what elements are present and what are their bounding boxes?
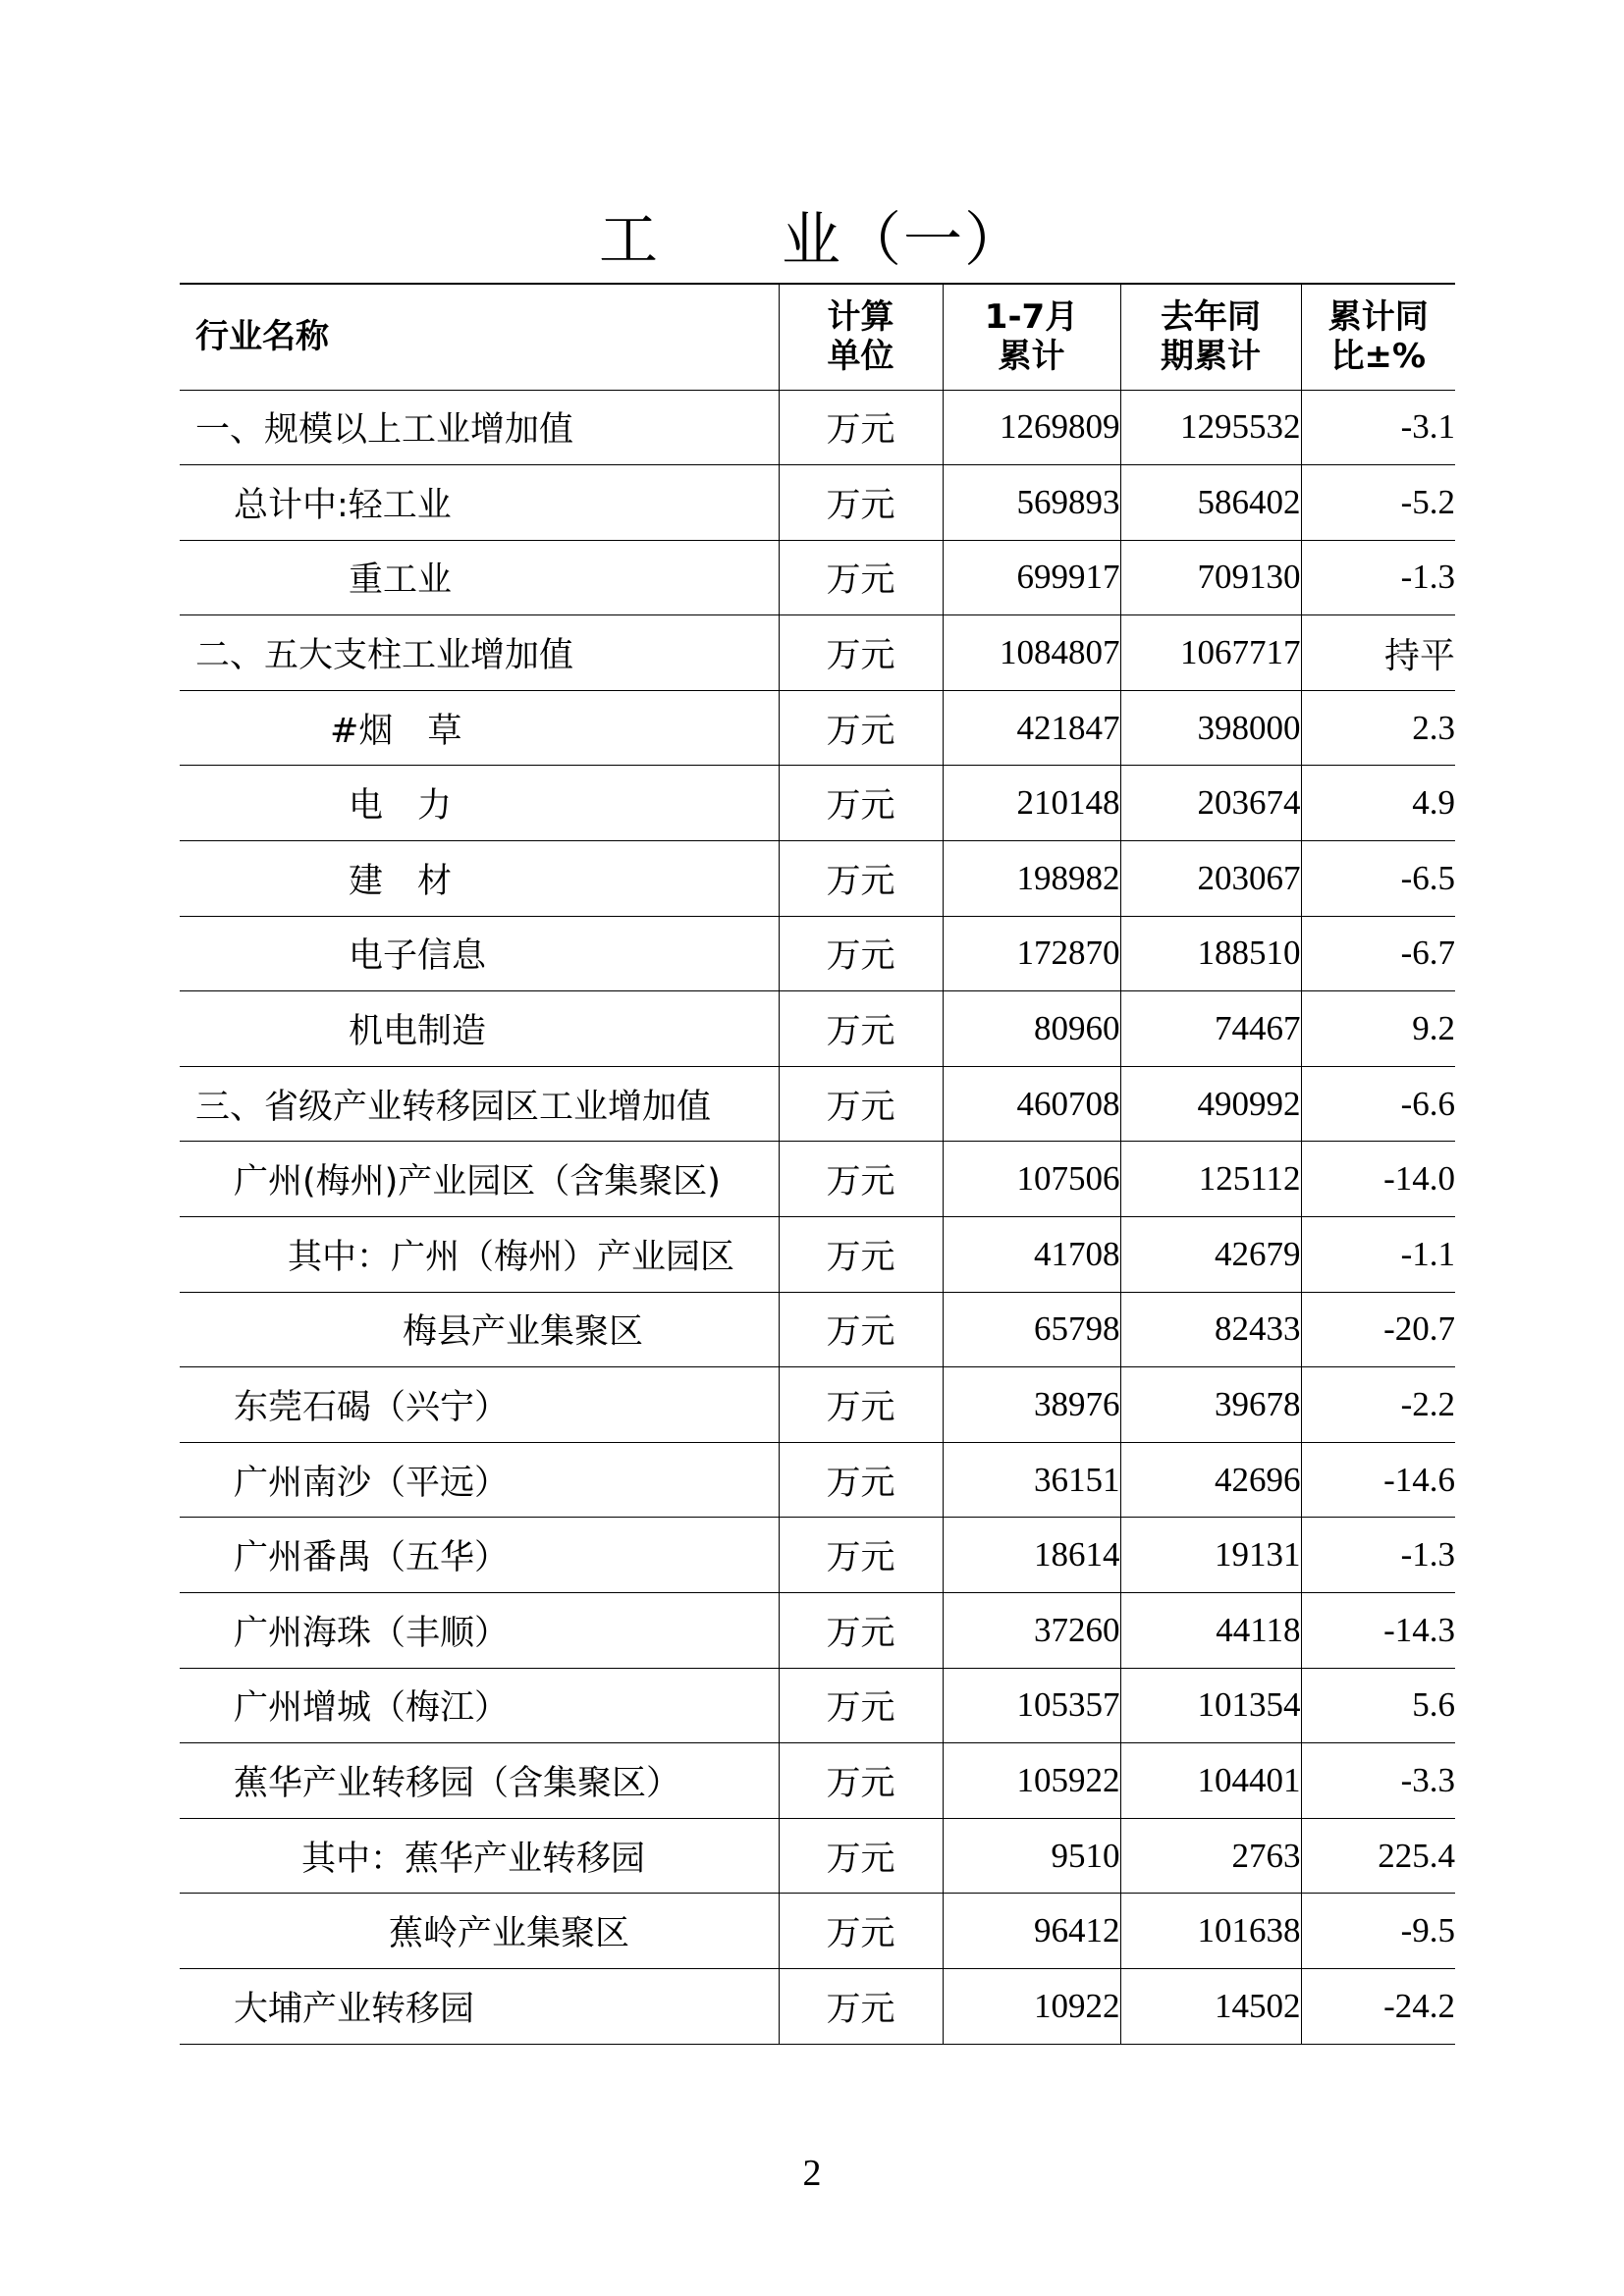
row-industry-name: 二、五大支柱工业增加值: [180, 615, 779, 691]
row-previous-value: 74467: [1120, 991, 1301, 1067]
table-row: [180, 991, 1455, 1067]
row-industry-name: 其中：广州（梅州）产业园区: [180, 1217, 779, 1293]
row-industry-name: 总计中:轻工业: [180, 465, 779, 541]
row-industry-name: 重工业: [180, 540, 779, 615]
row-current-value: 460708: [943, 1066, 1120, 1142]
row-yoy-pct: -24.2: [1301, 1968, 1455, 2044]
table-row: [180, 1818, 1455, 1894]
row-current-value: 699917: [943, 540, 1120, 615]
table-row: [180, 615, 1455, 691]
header-previous-line-1: 去年同: [1161, 297, 1261, 338]
row-previous-value: 42679: [1120, 1217, 1301, 1293]
table-header-row: [180, 284, 1455, 390]
row-current-value: 10922: [943, 1968, 1120, 2044]
table-row: [180, 390, 1455, 465]
page-title: 工 业（一）: [599, 206, 1025, 275]
row-yoy-pct: 9.2: [1301, 991, 1455, 1067]
header-pct: [1301, 284, 1455, 390]
row-previous-value: 125112: [1120, 1142, 1301, 1217]
row-yoy-pct: 4.9: [1301, 766, 1455, 841]
row-unit: 万元: [779, 1743, 943, 1819]
row-previous-value: 19131: [1120, 1518, 1301, 1593]
table-body: [180, 390, 1455, 2044]
row-industry-name: 蕉岭产业集聚区: [180, 1894, 779, 1969]
row-unit: 万元: [779, 615, 943, 691]
row-previous-value: 709130: [1120, 540, 1301, 615]
row-unit: 万元: [779, 1442, 943, 1518]
row-unit: 万元: [779, 766, 943, 841]
table-row: [180, 690, 1455, 766]
row-previous-value: 1067717: [1120, 615, 1301, 691]
row-current-value: 172870: [943, 916, 1120, 991]
row-current-value: 38976: [943, 1367, 1120, 1443]
row-yoy-pct: -1.3: [1301, 1518, 1455, 1593]
row-unit: 万元: [779, 1668, 943, 1743]
row-current-value: 1269809: [943, 390, 1120, 465]
row-industry-name: 广州番禺（五华）: [180, 1518, 779, 1593]
row-industry-name: #烟 草: [180, 690, 779, 766]
row-yoy-pct: -1.1: [1301, 1217, 1455, 1293]
row-current-value: 9510: [943, 1818, 1120, 1894]
row-current-value: 107506: [943, 1142, 1120, 1217]
row-yoy-pct: -6.5: [1301, 841, 1455, 917]
row-unit: 万元: [779, 1217, 943, 1293]
row-unit: 万元: [779, 1367, 943, 1443]
row-industry-name: 其中：蕉华产业转移园: [180, 1818, 779, 1894]
row-yoy-pct: -1.3: [1301, 540, 1455, 615]
row-yoy-pct: -5.2: [1301, 465, 1455, 541]
row-industry-name: 梅县产业集聚区: [180, 1292, 779, 1367]
row-current-value: 96412: [943, 1894, 1120, 1969]
row-yoy-pct: -6.7: [1301, 916, 1455, 991]
row-industry-name: 大埔产业转移园: [180, 1968, 779, 2044]
row-previous-value: 2763: [1120, 1818, 1301, 1894]
row-unit: 万元: [779, 1142, 943, 1217]
row-yoy-pct: -9.5: [1301, 1894, 1455, 1969]
row-unit: 万元: [779, 1518, 943, 1593]
row-previous-value: 203067: [1120, 841, 1301, 917]
row-industry-name: 电子信息: [180, 916, 779, 991]
row-yoy-pct: -14.6: [1301, 1442, 1455, 1518]
row-current-value: 105922: [943, 1743, 1120, 1819]
table-row: [180, 1217, 1455, 1293]
row-previous-value: 44118: [1120, 1593, 1301, 1669]
row-current-value: 421847: [943, 690, 1120, 766]
row-yoy-pct: -3.1: [1301, 390, 1455, 465]
row-yoy-pct: 持平: [1301, 615, 1455, 691]
row-current-value: 37260: [943, 1593, 1120, 1669]
header-current-line-1: 1-7月: [984, 297, 1079, 338]
table-row: [180, 1442, 1455, 1518]
header-current-line-2: 累计: [998, 337, 1065, 377]
header-previous: [1120, 284, 1301, 390]
row-industry-name: 一、规模以上工业增加值: [180, 390, 779, 465]
row-yoy-pct: -2.2: [1301, 1367, 1455, 1443]
row-previous-value: 203674: [1120, 766, 1301, 841]
table-row: [180, 465, 1455, 541]
row-unit: 万元: [779, 690, 943, 766]
row-unit: 万元: [779, 841, 943, 917]
table-row: [180, 841, 1455, 917]
row-current-value: 41708: [943, 1217, 1120, 1293]
table-row: [180, 1066, 1455, 1142]
header-current: [943, 284, 1120, 390]
row-industry-name: 广州海珠（丰顺）: [180, 1593, 779, 1669]
row-industry-name: 电 力: [180, 766, 779, 841]
row-unit: 万元: [779, 1894, 943, 1969]
table-row: [180, 1593, 1455, 1669]
row-unit: 万元: [779, 916, 943, 991]
row-industry-name: 三、省级产业转移园区工业增加值: [180, 1066, 779, 1142]
row-unit: 万元: [779, 1292, 943, 1367]
table-row: [180, 1367, 1455, 1443]
row-previous-value: 101354: [1120, 1668, 1301, 1743]
table-row: [180, 766, 1455, 841]
page-number: 2: [802, 2153, 822, 2194]
row-previous-value: 1295532: [1120, 390, 1301, 465]
header-unit-line-2: 单位: [827, 337, 894, 377]
row-yoy-pct: 5.6: [1301, 1668, 1455, 1743]
table-row: [180, 1518, 1455, 1593]
table-row: [180, 1968, 1455, 2044]
table-row: [180, 1743, 1455, 1819]
row-previous-value: 188510: [1120, 916, 1301, 991]
table-row: [180, 1292, 1455, 1367]
row-current-value: 198982: [943, 841, 1120, 917]
row-industry-name: 广州南沙（平远）: [180, 1442, 779, 1518]
row-unit: 万元: [779, 1818, 943, 1894]
row-current-value: 36151: [943, 1442, 1120, 1518]
row-previous-value: 39678: [1120, 1367, 1301, 1443]
row-previous-value: 398000: [1120, 690, 1301, 766]
row-unit: 万元: [779, 1968, 943, 2044]
header-unit-line-1: 计算: [827, 297, 894, 338]
header-previous-line-2: 期累计: [1161, 337, 1261, 377]
table-row: [180, 916, 1455, 991]
row-unit: 万元: [779, 465, 943, 541]
row-previous-value: 104401: [1120, 1743, 1301, 1819]
row-current-value: 569893: [943, 465, 1120, 541]
row-yoy-pct: -14.3: [1301, 1593, 1455, 1669]
header-unit: [779, 284, 943, 390]
row-previous-value: 14502: [1120, 1968, 1301, 2044]
row-current-value: 210148: [943, 766, 1120, 841]
header-industry-name: 行业名称: [180, 284, 779, 390]
row-yoy-pct: 225.4: [1301, 1818, 1455, 1894]
row-unit: 万元: [779, 991, 943, 1067]
header-pct-line-2: 比±%: [1330, 337, 1427, 377]
row-current-value: 65798: [943, 1292, 1120, 1367]
row-current-value: 18614: [943, 1518, 1120, 1593]
row-industry-name: 建 材: [180, 841, 779, 917]
row-previous-value: 586402: [1120, 465, 1301, 541]
row-previous-value: 490992: [1120, 1066, 1301, 1142]
row-industry-name: 蕉华产业转移园（含集聚区）: [180, 1743, 779, 1819]
row-unit: 万元: [779, 1593, 943, 1669]
row-yoy-pct: -6.6: [1301, 1066, 1455, 1142]
table-row: [180, 1894, 1455, 1969]
header-pct-line-1: 累计同: [1327, 297, 1429, 338]
row-previous-value: 42696: [1120, 1442, 1301, 1518]
row-previous-value: 101638: [1120, 1894, 1301, 1969]
row-industry-name: 广州增城（梅江）: [180, 1668, 779, 1743]
row-yoy-pct: -3.3: [1301, 1743, 1455, 1819]
row-unit: 万元: [779, 540, 943, 615]
row-previous-value: 82433: [1120, 1292, 1301, 1367]
row-yoy-pct: -20.7: [1301, 1292, 1455, 1367]
row-current-value: 1084807: [943, 615, 1120, 691]
industry-table: [180, 283, 1455, 2045]
row-current-value: 80960: [943, 991, 1120, 1067]
row-unit: 万元: [779, 1066, 943, 1142]
table-row: [180, 540, 1455, 615]
row-industry-name: 东莞石碣（兴宁）: [180, 1367, 779, 1443]
table-row: [180, 1668, 1455, 1743]
row-yoy-pct: -14.0: [1301, 1142, 1455, 1217]
row-unit: 万元: [779, 390, 943, 465]
table-row: [180, 1142, 1455, 1217]
row-yoy-pct: 2.3: [1301, 690, 1455, 766]
row-current-value: 105357: [943, 1668, 1120, 1743]
row-industry-name: 机电制造: [180, 991, 779, 1067]
row-industry-name: 广州(梅州)产业园区（含集聚区): [180, 1142, 779, 1217]
